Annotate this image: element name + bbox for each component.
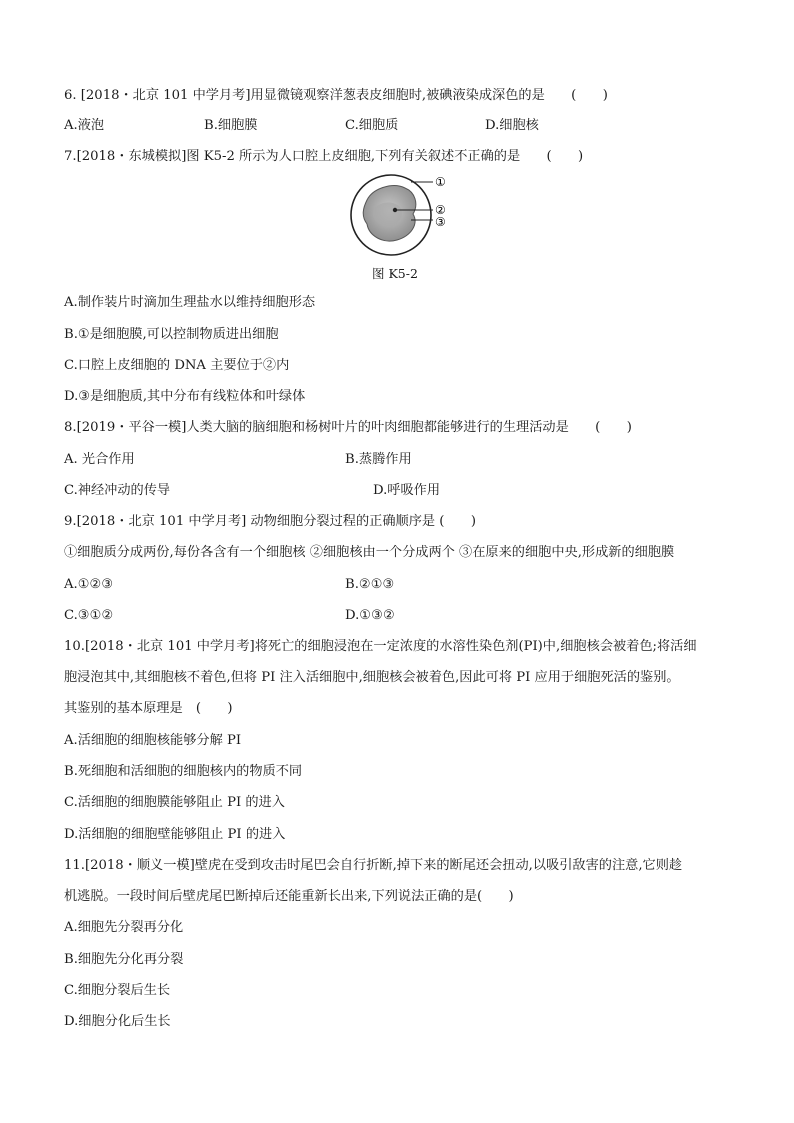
q8-option-c: C.神经冲动的传导 <box>64 483 171 498</box>
q8-option-b: B.蒸腾作用 <box>345 452 412 467</box>
q6-option-b: B.细胞膜 <box>204 118 258 133</box>
q10-option-d: D.活细胞的细胞壁能够阻止 PI 的进入 <box>64 827 286 842</box>
q10-stem-line1: 10.[2018・北京 101 中学月考]将死亡的细胞浸泡在一定浓度的水溶性染色剂(PI)中,细胞核会被着色;将活细 <box>64 639 697 654</box>
q9-option-c: C.③①② <box>64 608 114 623</box>
q11-stem-line1: 11.[2018・顺义一模]壁虎在受到攻击时尾巴会自行折断,掉下来的断尾还会扭动,以吸引敌害的注意,它则趁 <box>64 858 683 873</box>
cheek-cell-figure <box>349 170 459 260</box>
q11-stem-line2: 机逃脱。一段时间后壁虎尾巴断掉后还能重新长出来,下列说法正确的是( ) <box>64 889 514 904</box>
q6-option-a: A.液泡 <box>64 118 105 133</box>
label-3: ③ <box>435 215 446 229</box>
q11-option-c: C.细胞分裂后生长 <box>64 983 171 998</box>
q8-stem: 8.[2019・平谷一模]人类大脑的脑细胞和杨树叶片的叶肉细胞都能够进行的生理活动是 ( ) <box>64 420 632 435</box>
q9-option-d: D.①③② <box>345 608 395 623</box>
q9-stem: 9.[2018・北京 101 中学月考] 动物细胞分裂过程的正确顺序是 ( ) <box>64 514 476 529</box>
q8-option-a: A. 光合作用 <box>64 452 135 467</box>
q7-option-a: A.制作装片时滴加生理盐水以维持细胞形态 <box>64 295 316 310</box>
label-2: ② <box>435 203 446 217</box>
q7-stem: 7.[2018・东城模拟]图 K5-2 所示为人口腔上皮细胞,下列有关叙述不正确的是 ( ) <box>64 149 584 164</box>
q9-option-a: A.①②③ <box>64 577 114 592</box>
q11-option-a: A.细胞先分裂再分化 <box>64 920 184 935</box>
q10-stem-line3: 其鉴别的基本原理是 ( ) <box>64 701 233 716</box>
nucleus-dot <box>393 208 397 212</box>
q10-option-b: B.死细胞和活细胞的细胞核内的物质不同 <box>64 764 303 779</box>
q7-option-c: C.口腔上皮细胞的 DNA 主要位于②内 <box>64 358 290 373</box>
q10-option-a: A.活细胞的细胞核能够分解 PI <box>64 733 242 748</box>
q6-option-d: D.细胞核 <box>485 118 539 133</box>
q7-option-d: D.③是细胞质,其中分布有线粒体和叶绿体 <box>64 389 306 404</box>
label-1: ① <box>435 175 446 189</box>
q9-option-b: B.②①③ <box>345 577 395 592</box>
q10-option-c: C.活细胞的细胞膜能够阻止 PI 的进入 <box>64 795 285 810</box>
q10-stem-line2: 胞浸泡其中,其细胞核不着色,但将 PI 注入活细胞中,细胞核会被着色,因此可将 PI 应用于细胞死活的鉴别。 <box>64 670 680 685</box>
q6-stem: 6. [2018・北京 101 中学月考]用显微镜观察洋葱表皮细胞时,被碘液染成深色的是 ( ) <box>64 88 608 103</box>
q8-option-d: D.呼吸作用 <box>373 483 441 498</box>
q7-option-b: B.①是细胞膜,可以控制物质进出细胞 <box>64 327 279 342</box>
q11-option-b: B.细胞先分化再分裂 <box>64 952 184 967</box>
q6-option-c: C.细胞质 <box>345 118 399 133</box>
q9-statements: ①细胞质分成两份,每份各含有一个细胞核 ②细胞核由一个分成两个 ③在原来的细胞中央,形成新的细胞膜 <box>64 545 675 560</box>
figure-caption: 图 K5-2 <box>372 266 418 281</box>
q11-option-d: D.细胞分化后生长 <box>64 1014 171 1029</box>
